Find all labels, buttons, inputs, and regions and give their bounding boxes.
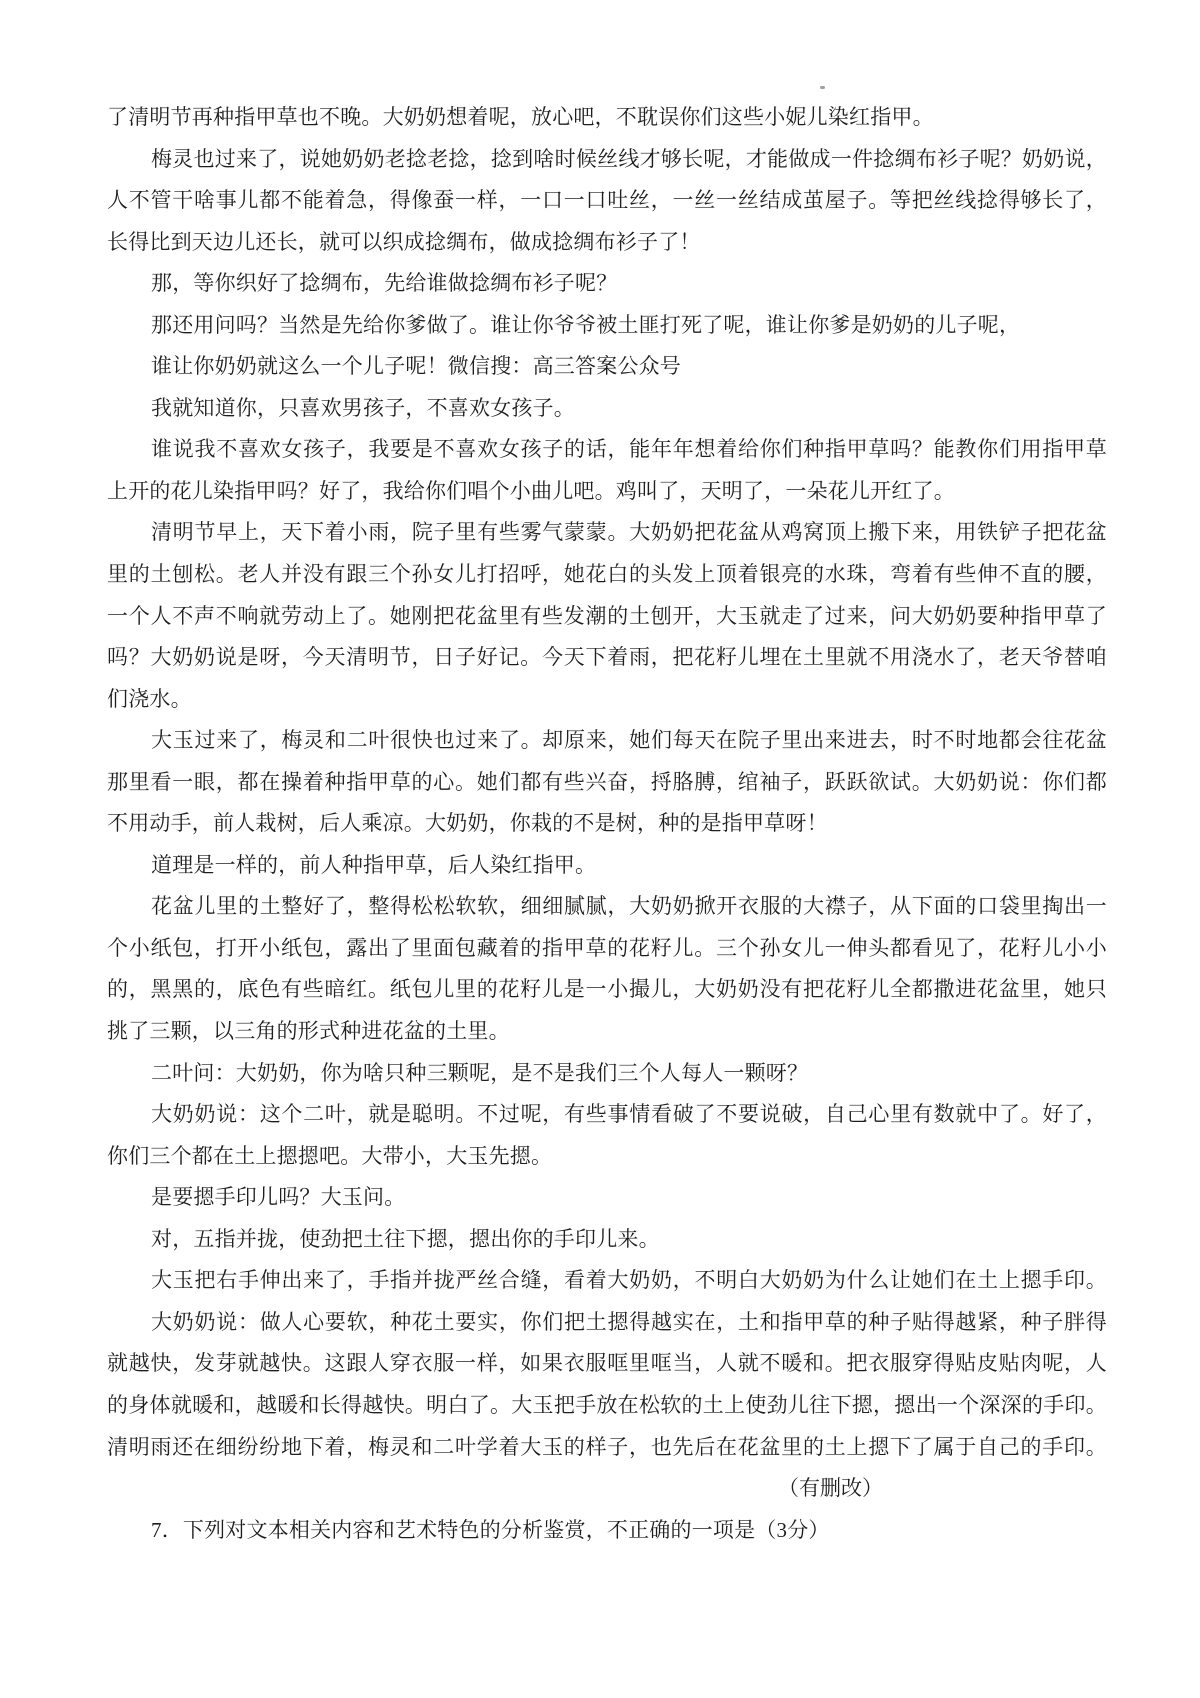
- passage-line: 道理是一样的，前人种指甲草，后人染红指甲。: [151, 852, 597, 877]
- scan-artifact-dot: [820, 86, 825, 89]
- passage-line: 那，等你织好了捻绸布，先给谁做捻绸布衫子呢？: [151, 271, 618, 296]
- passage-line: 不用动手，前人栽树，后人乘凉。大奶奶，你栽的不是树，种的是指甲草呀！: [107, 811, 828, 836]
- passage-line: 人不管干啥事儿都不能着急，得像蚕一样，一口一口吐丝，一丝一丝结成茧屋子。等把丝线捻得够长了，: [107, 188, 1107, 213]
- passage-line: 的身体就暖和，越暖和长得越快。明白了。大玉把手放在松软的土上使劲儿往下摁，摁出一个深深的手印。: [107, 1392, 1107, 1417]
- passage-line: 了清明节再种指甲草也不晚。大奶奶想着呢，放心吧，不耽误你们这些小妮儿染红指甲。: [107, 105, 934, 129]
- passage-line: 长得比到天边儿还长，就可以织成捻绸布，做成捻绸布衫子了！: [107, 229, 701, 254]
- passage-line: 大奶奶说：这个二叶，就是聪明。不过呢，有些事情看破了不要说破，自己心里有数就中了。好了，: [151, 1102, 1107, 1127]
- passage-line: 大奶奶说：做人心要软，种花土要实，你们把土摁得越实在，土和指甲草的种子贴得越紧，种子胖得: [151, 1309, 1107, 1334]
- passage-line: 二叶问：大奶奶，你为啥只种三颗呢，是不是我们三个人每人一颗呀？: [151, 1060, 809, 1085]
- passage-line: 大玉把右手伸出来了，手指并拢严丝合缝，看着大奶奶，不明白大奶奶为什么让她们在土上摁手印。: [151, 1268, 1107, 1293]
- passage-line: 对，五指并拢，使劲把土往下摁，摁出你的手印儿来。: [151, 1226, 660, 1251]
- passage-line: 就越快，发芽就越快。这跟人穿衣服一样，如果衣服哐里哐当，人就不暖和。把衣服穿得贴皮贴肉呢，人: [107, 1351, 1107, 1376]
- passage-line: 那里看一眼，都在操着种指甲草的心。她们都有些兴奋，捋胳膊，绾袖子，跃跃欲试。大奶奶说：你们都: [107, 769, 1107, 794]
- passage-line: 挑了三颗，以三角的形式种进花盆的土里。: [107, 1019, 510, 1044]
- passage-line: 的，黑黑的，底色有些暗红。纸包儿里的花籽儿是一小撮儿，大奶奶没有把花籽儿全都撒进花盆里，她只: [107, 977, 1107, 1002]
- passage-line: 吗？大奶奶说是呀，今天清明节，日子好记。今天下着雨，把花籽儿埋在土里就不用浇水了，老天爷替咱: [107, 645, 1107, 670]
- passage-line: 里的土刨松。老人并没有跟三个孙女儿打招呼，她花白的头发上顶着银亮的水珠，弯着有些伸不直的腰，: [107, 562, 1107, 587]
- passage-line: 大玉过来了，梅灵和二叶很快也过来了。却原来，她们每天在院子里出来进去，时不时地都会往花盆: [151, 728, 1107, 753]
- passage-line: 是要摁手印儿吗？大玉问。: [151, 1185, 406, 1210]
- passage-line: 个小纸包，打开小纸包，露出了里面包藏着的指甲草的花籽儿。三个孙女儿一伸头都看见了，花籽儿小小: [107, 935, 1107, 960]
- attribution-note: （有删改）: [778, 1476, 883, 1501]
- passage-line: 谁说我不喜欢女孩子，我要是不喜欢女孩子的话，能年年想着给你们种指甲草吗？能教你们用指甲草: [151, 437, 1107, 462]
- passage-line: 清明雨还在细纷纷地下着，梅灵和二叶学着大玉的样子，也先后在花盆里的土上摁下了属于自己的手印。: [107, 1434, 1107, 1459]
- passage-line: 上开的花儿染指甲吗？好了，我给你们唱个小曲儿吧。鸡叫了，天明了，一朵花儿开红了。: [107, 478, 955, 503]
- passage-line: 梅灵也过来了，说她奶奶老捻老捻，捻到啥时候丝线才够长呢，才能做成一件捻绸布衫子呢？奶奶说，: [151, 146, 1107, 171]
- passage-line: 我就知道你，只喜欢男孩子，不喜欢女孩子。: [151, 395, 575, 420]
- passage-line: 你们三个都在土上摁摁吧。大带小，大玉先摁。: [107, 1143, 553, 1168]
- passage-line: 那还用问吗？当然是先给你爹做了。谁让你爷爷被土匪打死了呢，谁让你爹是奶奶的儿子呢，: [151, 312, 1021, 337]
- passage-line: 们浇水。: [107, 686, 192, 711]
- passage-line: 谁让你奶奶就这么一个儿子呢！微信搜：高三答案公众号: [151, 354, 681, 379]
- passage-line: 花盆儿里的土整好了，整得松松软软，细细腻腻，大奶奶掀开衣服的大襟子，从下面的口袋里掏出一: [151, 894, 1107, 919]
- reading-passage: [107, 97, 1107, 1551]
- passage-line: 清明节早上，天下着小雨，院子里有些雾气蒙蒙。大奶奶把花盆从鸡窝顶上搬下来，用铁铲子把花盆: [151, 520, 1107, 545]
- question-stem: 7．下列对文本相关内容和艺术特色的分析鉴赏，不正确的一项是（3分）: [151, 1517, 830, 1542]
- passage-line: 一个人不声不响就劳动上了。她刚把花盆里有些发潮的土刨开，大玉就走了过来，问大奶奶要种指甲草了: [107, 603, 1107, 628]
